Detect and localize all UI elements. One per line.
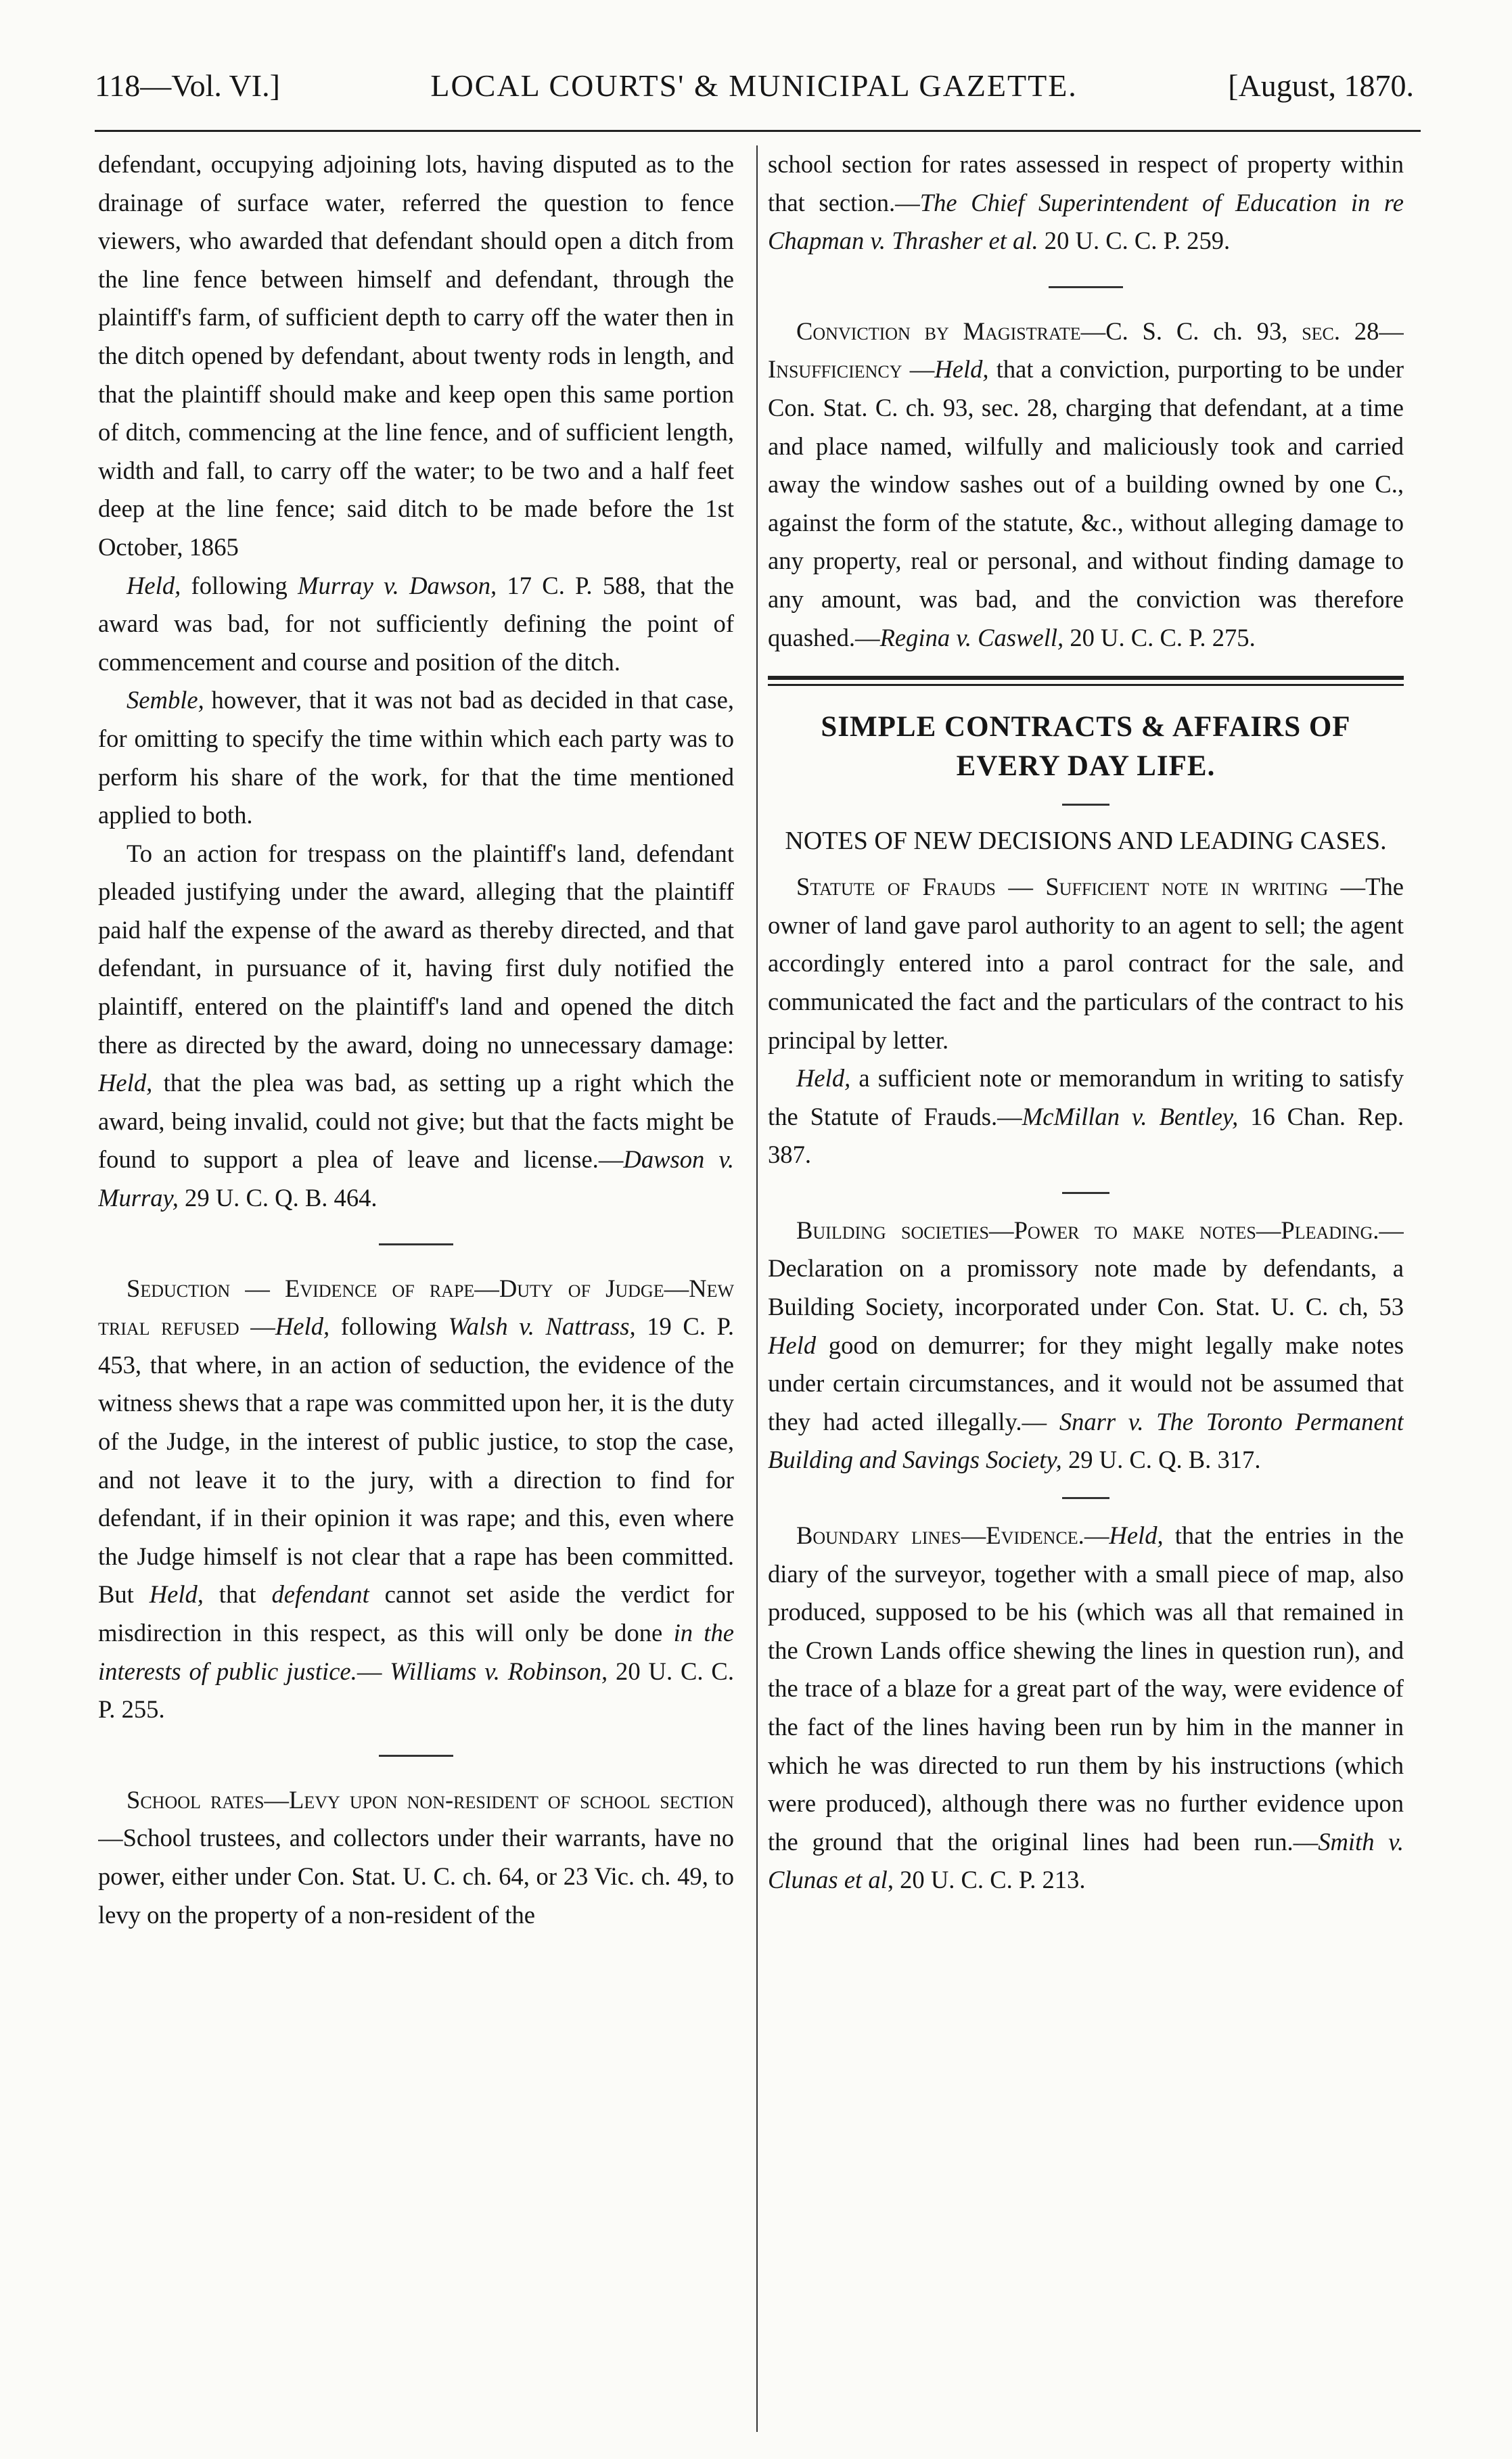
- section-separator: [379, 1755, 453, 1757]
- title-separator: [1062, 804, 1109, 806]
- case-name: Regina v. Caswell,: [879, 623, 1064, 651]
- right-column: [768, 145, 1404, 2432]
- award-case-holding: Held, following Murray v. Dawson, 17 C. P. 588, that the award was bad, for not sufficiently defining the point of commencement and course and position of the ditch.: [98, 571, 734, 676]
- section-separator: [379, 1243, 453, 1245]
- school-rates-note: School rates—Levy upon non-resident of school section —School trustees, and collectors under their warrants, have no power, either under Con. Stat. U. C. ch. 64, or 23 Vic. ch. 49, to levy on the property of a non-resident of the: [98, 1785, 734, 1929]
- case-name: Dawson v. Murray,: [98, 1145, 734, 1212]
- seduction-note: Seduction — Evidence of rape—Duty of Judge—New trial refused —Held, following Walsh v. Nattrass, 19 C. P. 453, that where, in an action of seduction, the evidence of the witness shews that a rape was committed upon her, it is the duty of the Judge, in the interest of public justice, to stop the case, and not leave it to the jury, with a direction to find for defendant, if in their opinion it was rape; and this, even where the Judge himself is not clear that a rape has been committed. But Held, that defendant cannot set aside the verdict for misdirection in this respect, as this will only be done in the interests of public justice.— Williams v. Robinson, 20 U. C. C. P. 255.: [98, 1274, 734, 1724]
- double-rule: [768, 676, 1404, 686]
- column-divider: [756, 145, 758, 2432]
- header-rule: [95, 130, 1421, 132]
- award-case-semble: Semble, however, that it was not bad as decided in that case, for omitting to specify the time within which each party was to perform his share of the work, for that the time mentioned applied to both.: [98, 686, 734, 829]
- section-separator: [1049, 286, 1123, 288]
- section-separator: [1062, 1192, 1109, 1194]
- case-name: McMillan v. Bentley,: [1022, 1102, 1239, 1130]
- case-name: Snarr v. The Toronto Permanent Building and Savings Society,: [768, 1407, 1404, 1474]
- case-name: Smith v. Clunas et al: [768, 1827, 1404, 1894]
- boundary-lines-note: Boundary lines—Evidence.—Held, that the entries in the diary of the surveyor, together with a small piece of map, also produced, supposed to be his (which was all that remained in the Crown Lands office shewing the lines in question run), and the trace of a blaze for a great part of the way, were evidence of the fact of the lines having been run by him in the manner in which he was directed to run them by his instructions (which were produced), although there was no further evidence upon the ground that the original lines had been run.—Smith v. Clunas et al, 20 U. C. C. P. 213.: [768, 1521, 1404, 1894]
- school-rates-continuation: school section for rates assessed in respect of property within that section.—The Chief Superintendent of Education in re Chapman v. Thrasher et al. 20 U. C. C. P. 259.: [768, 150, 1404, 255]
- issue-date: [August, 1870.: [1228, 68, 1414, 103]
- building-societies-note: Building societies—Power to make notes—Pleading.—Declaration on a promissory note made by defendants, a Building Society, incorporated under Con. Stat. U. C. ch, 53 Held good on demurrer; for they might legally make notes under certain circumstances, and it would not be assumed that they had acted illegally.— Snarr v. The Toronto Permanent Building and Savings Society, 29 U. C. Q. B. 317.: [768, 1216, 1404, 1474]
- statute-of-frauds-note: Statute of Frauds — Sufficient note in writing —The owner of land gave parol authority to an agent to sell; the agent accordingly entered into a parol contract for the sale, and communicated the fact and the particulars of the contract to his principal by letter.: [768, 873, 1404, 1054]
- section-separator: [1062, 1497, 1109, 1499]
- case-name: The Chief Superintendent of Education in re Chapman v. Thrasher et al.: [768, 188, 1404, 255]
- statute-of-frauds-holding: Held, a sufficient note or memorandum in writing to satisfy the Statute of Frauds.—McMillan v. Bentley, 16 Chan. Rep. 387.: [768, 1064, 1404, 1169]
- left-column: [98, 145, 734, 2432]
- page-volume: 118—Vol. VI.]: [95, 68, 280, 103]
- page-header: [95, 68, 1414, 122]
- journal-title: LOCAL COURTS' & MUNICIPAL GAZETTE.: [430, 68, 1078, 103]
- case-name: Williams v. Robinson,: [390, 1657, 608, 1685]
- section-subtitle: NOTES OF NEW DECISIONS AND LEADING CASES.: [785, 827, 1387, 856]
- award-case-opening: defendant, occupying adjoining lots, having disputed as to the drainage of surface water, referred the question to fence viewers, who awarded that defendant should open a ditch from the line fence between himself and defendant, through the plaintiff's farm, of sufficient depth to carry off the water then in the ditch opened by defendant, about twenty rods in length, and that the plaintiff should make and keep open this same portion of ditch, commencing at the line fence, and of sufficient length, width and fall, to carry off the water; to be two and a half feet deep at the line fence; said ditch to be made before the 1st October, 1865: [98, 150, 734, 561]
- section-title: SIMPLE CONTRACTS & AFFAIRS OF EVERY DAY LIFE.: [821, 711, 1351, 783]
- award-case-trespass: To an action for trespass on the plaintiff's land, defendant pleaded justifying under the award, alleging that the plaintiff paid half the expense of the award as thereby directed, and that defendant, in pursuance of it, having first duly notified the plaintiff, entered on the plaintiff's land and opened the ditch there as directed by the award, doing no unnecessary damage: Held, that the plea was bad, as setting up a right which the award, being invalid, could not give; but that the facts might be found to support a plea of leave and license.—Dawson v. Murray, 29 U. C. Q. B. 464.: [98, 839, 734, 1212]
- conviction-note: Conviction by Magistrate—C. S. C. ch. 93, sec. 28—Insufficiency —Held, that a conviction, purporting to be under Con. Stat. C. ch. 93, sec. 28, charging that defendant, at a time and place named, wilfully and maliciously took and carried away the window sashes out of a building owned by one C., against the form of the statute, &c., without alleging damage to any property, real or personal, and without finding damage to any amount, was bad, and the conviction was therefore quashed.—Regina v. Caswell, 20 U. C. C. P. 275.: [768, 317, 1404, 651]
